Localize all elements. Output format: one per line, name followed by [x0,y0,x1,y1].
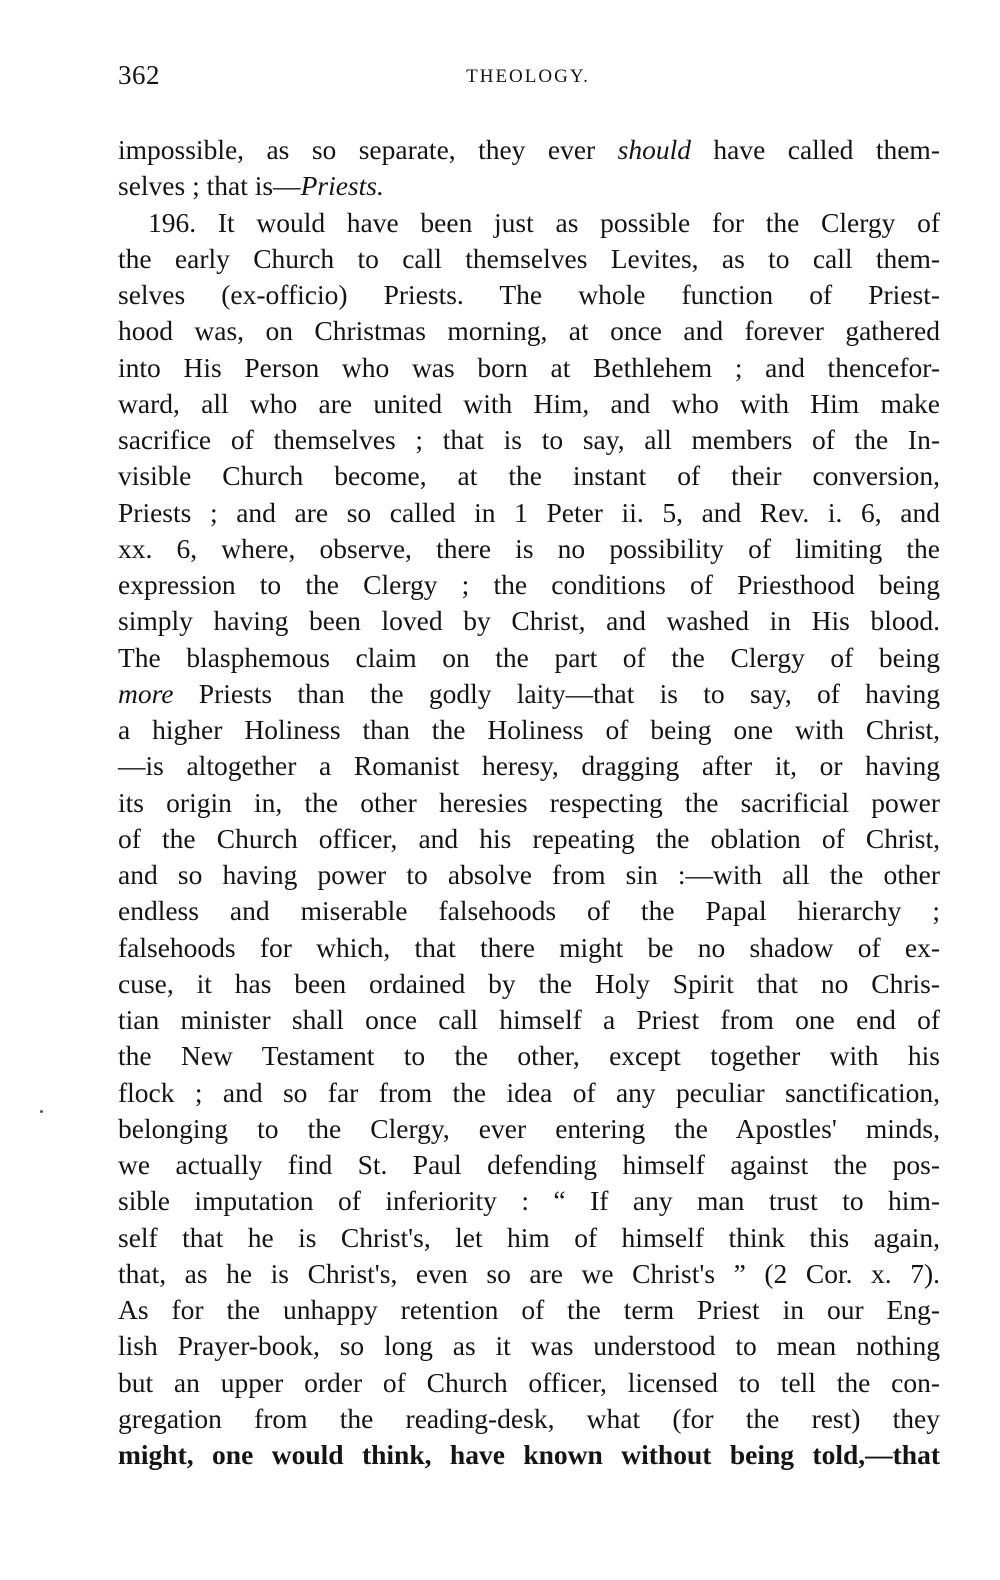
text-line: impossible, as so separate, they ever should have called them- [118,134,940,165]
text-line: cuse, it has been ordained by the Holy Spirit that no Chris- [118,967,940,999]
text-line: sible imputation of inferiority : “ If any man trust to him- [118,1185,940,1217]
text-line: tian minister shall once call himself a Priest from one end of [118,1004,940,1035]
text-line: simply having been loved by Christ, and washed in His blood. [118,605,940,637]
stray-ink-mark [40,1110,43,1113]
text-line: selves (ex-officio) Priests. The whole function of Priest- [118,279,940,310]
text-line: sacrifice of themselves ; that is to say, all members of the In- [118,424,940,455]
text-line: of the Church officer, and his repeating the oblation of Christ, [118,822,940,854]
text-line: hood was, on Christmas morning, at once and forever gathered [118,315,940,347]
text-line: ward, all who are united with Him, and who with Him make [118,387,940,419]
text-line: we actually find St. Paul defending himself against the pos- [118,1149,940,1180]
text-line: that, as he is Christ's, even so are we Christ's ” (2 Cor. x. 7). [118,1257,940,1289]
text-line: gregation from the reading-desk, what (for the rest) they [118,1402,940,1434]
text-line: belonging to the Clergy, ever entering the Apostles' minds, [118,1112,940,1144]
text-line: lish Prayer-book, so long as it was understood to mean nothing [118,1330,940,1362]
text-line: visible Church become, at the instant of their conversion, [118,460,940,492]
text-line: flock ; and so far from the idea of any peculiar sanctification, [118,1076,940,1108]
paragraph-start: 196. It would have been just as possible for the Clergy of [148,206,940,238]
text-line: the early Church to call themselves Levites, as to call them- [118,242,940,274]
running-title: THEOLOGY. [466,66,590,87]
text-line: selves ; that is—Priests. [118,170,384,202]
text-line: and so having power to absolve from sin :—with all the other [118,859,940,890]
text-line: endless and miserable falsehoods of the Papal hierarchy ; [118,895,940,927]
text-line: —is altogether a Romanist heresy, dragging after it, or having [118,750,940,782]
text-line: self that he is Christ's, let him of himself think this again, [118,1221,940,1253]
text-line: falsehoods for which, that there might be no shadow of ex- [118,931,940,963]
text-line: Priests ; and are so called in 1 Peter ii. 5, and Rev. i. 6, and [118,496,940,528]
body-text [118,132,940,1473]
page-header [118,60,938,100]
text-line: into His Person who was born at Bethlehem ; and thencefor- [118,351,940,383]
text-line: As for the unhappy retention of the term Priest in our Eng- [118,1294,940,1325]
text-line: a higher Holiness than the Holiness of being one with Christ, [118,714,940,745]
text-line: might, one would think, have known without being told,—that [118,1439,940,1470]
text-line: the New Testament to the other, except together with his [118,1040,940,1072]
text-line: xx. 6, where, observe, there is no possibility of limiting the [118,532,940,564]
text-line: but an upper order of Church officer, licensed to tell the con- [118,1366,940,1398]
page-number: 362 [118,60,160,90]
text-line: more Priests than the godly laity—that is to say, of having [118,677,940,709]
text-line: The blasphemous claim on the part of the Clergy of being [118,641,940,673]
text-line: expression to the Clergy ; the conditions of Priesthood being [118,569,940,600]
text-line: its origin in, the other heresies respecting the sacrificial power [118,786,940,818]
